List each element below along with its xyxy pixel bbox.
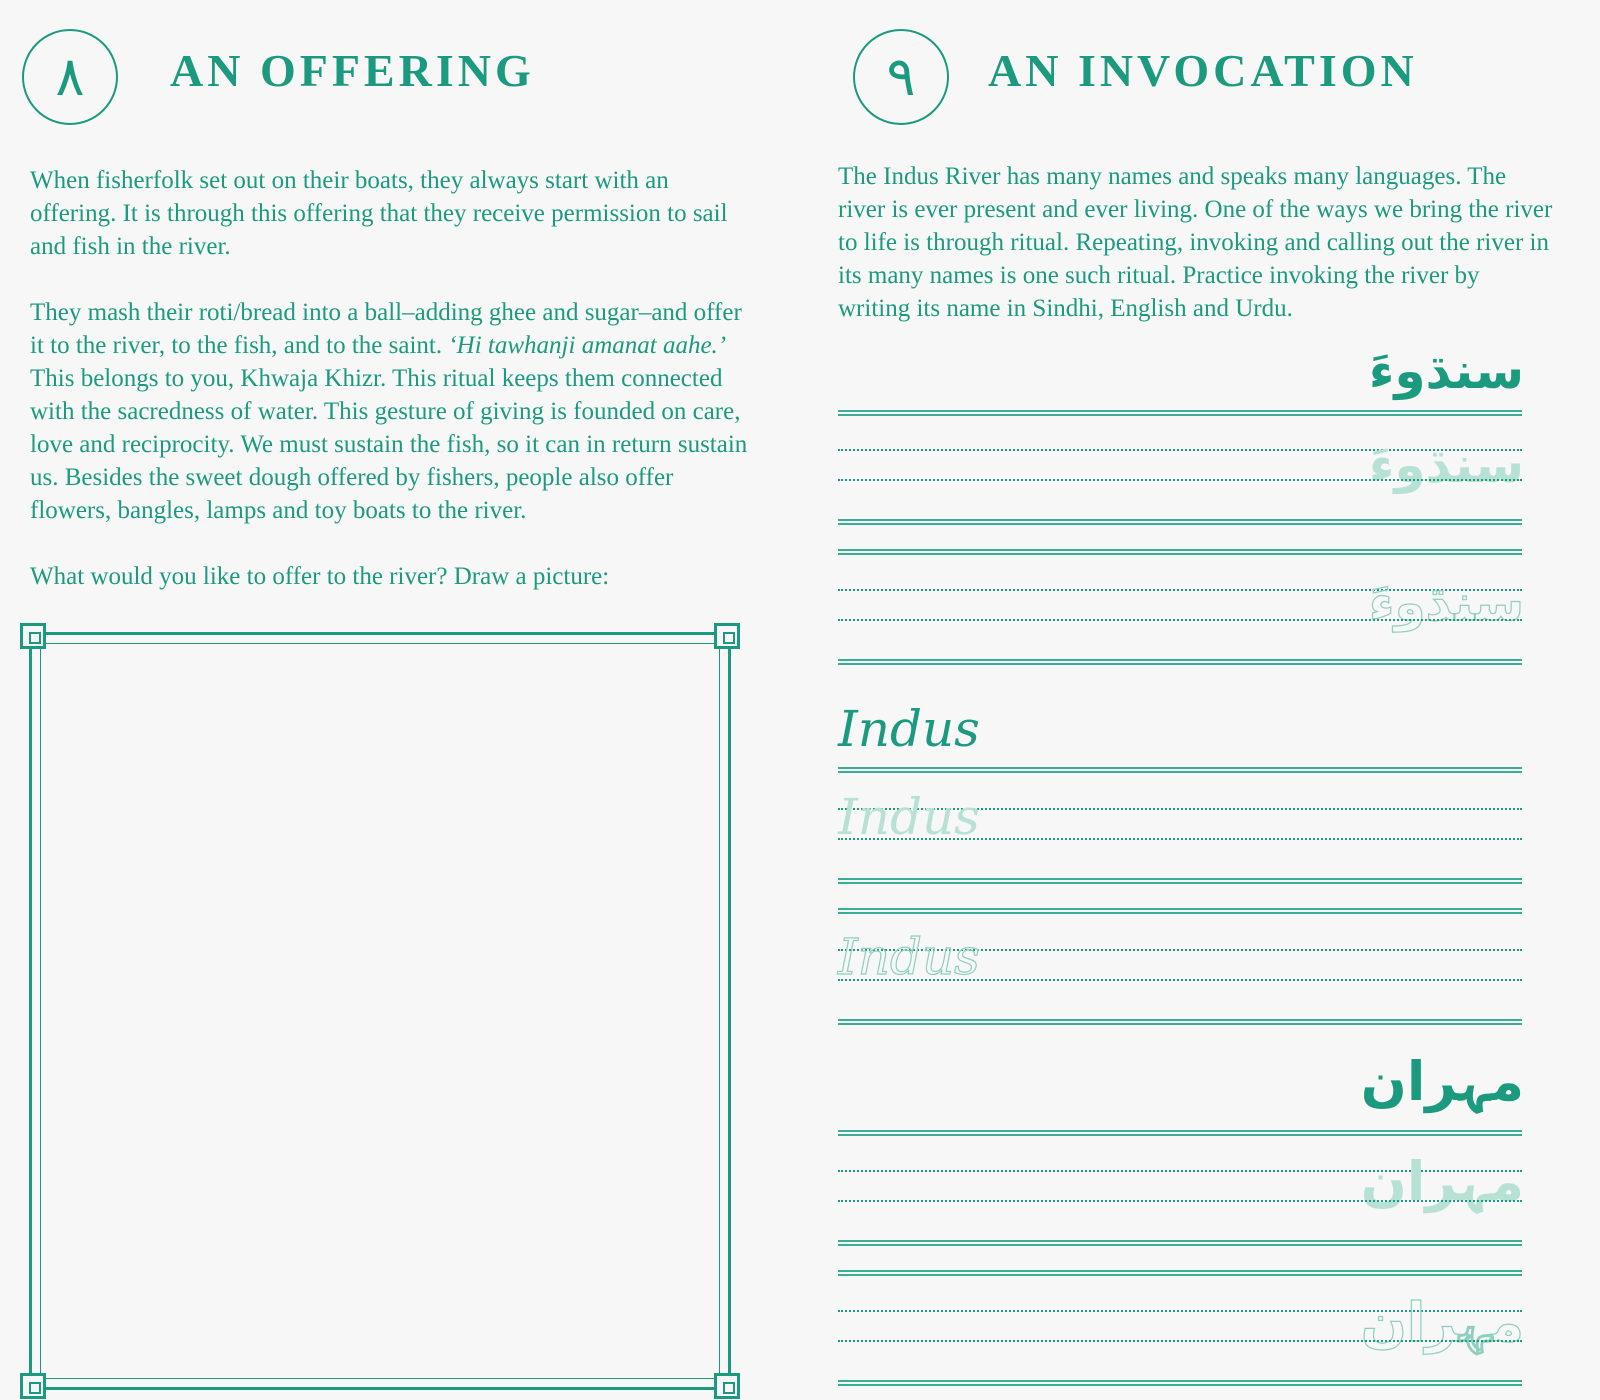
body-text bbox=[30, 164, 748, 593]
left-page bbox=[0, 0, 790, 1400]
writing-rule bbox=[838, 1270, 1522, 1276]
page-number-badge bbox=[22, 29, 118, 125]
writing-guide-dotted bbox=[838, 1340, 1522, 1342]
urdu-name-trace: مہران bbox=[1360, 1150, 1524, 1213]
writing-rule bbox=[838, 1130, 1522, 1136]
drawing-frame-inner-border bbox=[40, 643, 720, 1379]
writing-guide-dotted bbox=[838, 838, 1522, 840]
writing-rule bbox=[838, 659, 1522, 665]
writing-guide-dotted bbox=[838, 1200, 1522, 1202]
writing-rule bbox=[838, 1019, 1522, 1025]
page-number: ٩ bbox=[886, 45, 916, 108]
sindhi-quote: ‘Hi tawhanji amanat aahe.’ bbox=[448, 332, 727, 359]
writing-rule bbox=[838, 549, 1522, 555]
writing-rule bbox=[838, 878, 1522, 884]
writing-rule bbox=[838, 410, 1522, 416]
english-name-trace: Indus bbox=[838, 788, 980, 846]
frame-corner-ornament bbox=[20, 623, 46, 649]
paragraph-text: They mash their roti/bread into a ball–adding ghee and sugar–and offer it to the river, to the fish, and to the saint. bbox=[30, 299, 742, 359]
urdu-name-sample: مہران bbox=[1360, 1050, 1524, 1113]
english-name-dotted-trace: Indus bbox=[838, 928, 980, 986]
writing-guide-dotted bbox=[838, 979, 1522, 981]
writing-guide-dotted bbox=[838, 479, 1522, 481]
sindhi-name-sample: سنڌوءَ bbox=[1368, 342, 1524, 400]
page-number: ٨ bbox=[55, 45, 85, 108]
page-title: AN INVOCATION bbox=[988, 45, 1418, 96]
sindhi-name-dotted-trace: سنڌوءَ bbox=[1368, 574, 1524, 632]
frame-corner-ornament bbox=[714, 1373, 740, 1399]
frame-corner-ornament bbox=[20, 1373, 46, 1399]
drawing-frame[interactable] bbox=[29, 632, 731, 1390]
drawing-prompt: What would you like to offer to the river? Draw a picture: bbox=[30, 563, 610, 590]
writing-rule bbox=[838, 767, 1522, 773]
writing-rule bbox=[838, 908, 1522, 914]
writing-rule bbox=[838, 1240, 1522, 1246]
intro-text: The Indus River has many names and speaks many languages. The river is ever present and ever living. One of the ways we bring the river to life is through ritual. Repeating, invoking and calling out the river in its many names is one such ritual. Practice invoking the river by writing its name in Sindhi, English and Urdu. bbox=[838, 163, 1553, 322]
frame-corner-ornament bbox=[714, 623, 740, 649]
paragraph-text: This belongs to you, Khwaja Khizr. This ritual keeps them connected with the sacredness of water. This gesture of giving is founded on care, love and reciprocity. We must sustain the fish, so it can in return sustain us. Besides the sweet dough offered by fishers, people also offer flowers, bangles, lamps and toy boats to the river. bbox=[30, 365, 748, 524]
urdu-name-dotted-trace: مہران bbox=[1360, 1291, 1524, 1354]
paragraph: When fisherfolk set out on their boats, they always start with an offering. It is through this offering that they receive permission to sail and fish in the river. bbox=[30, 167, 728, 260]
english-name-sample: Indus bbox=[838, 700, 980, 758]
paragraph bbox=[30, 296, 748, 527]
writing-guide-dotted bbox=[838, 619, 1522, 621]
writing-rule bbox=[838, 1380, 1522, 1386]
sindhi-name-trace: سنڌوءَ bbox=[1368, 436, 1524, 494]
page-number-badge bbox=[853, 29, 949, 125]
writing-rule bbox=[838, 519, 1522, 525]
page-title: AN OFFERING bbox=[170, 45, 535, 96]
